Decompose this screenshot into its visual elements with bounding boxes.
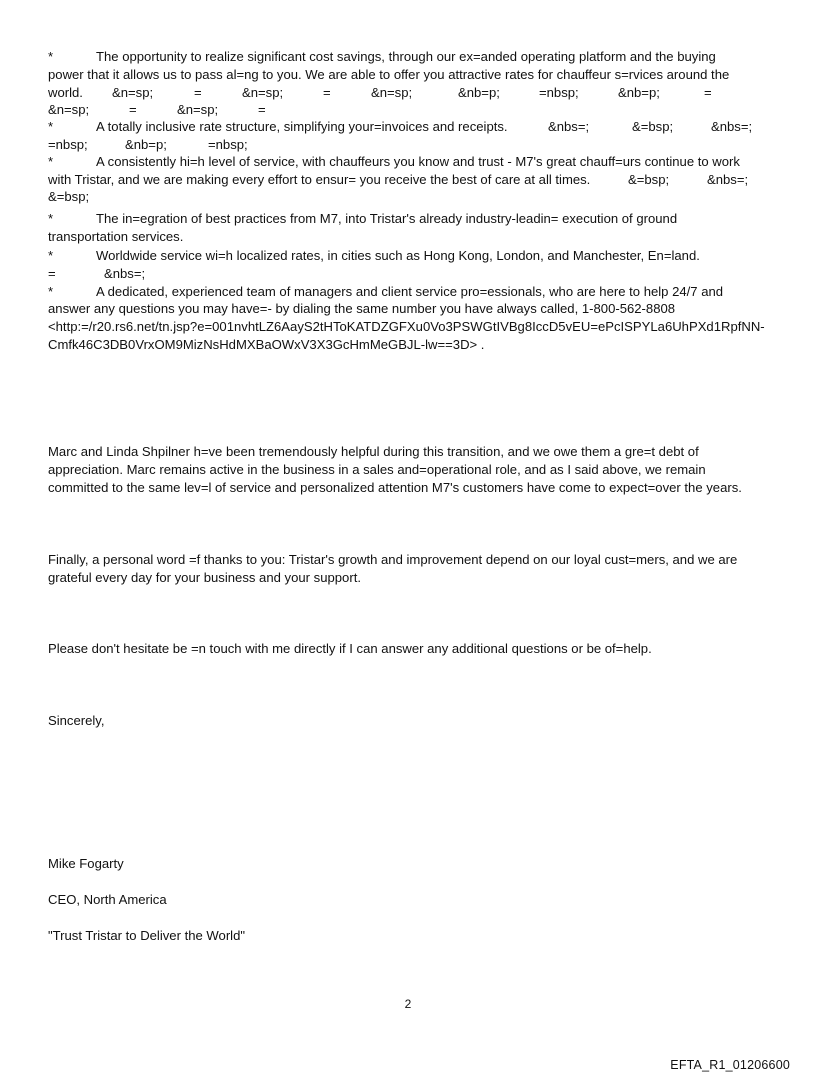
bullet-2-line-2: =nbsp; &nb=p; =nbsp; xyxy=(48,137,248,152)
paragraph-line: committed to the same lev=l of service and personalized attention M7's customers have come to expect=over the years. xyxy=(48,480,742,495)
paragraph-line: Finally, a personal word =f thanks to you: Tristar's growth and improvement depend on our loyal cust=mers, and we are xyxy=(48,552,738,567)
signature-name: Mike Fogarty xyxy=(48,856,124,871)
page-number: 2 xyxy=(404,997,412,1011)
bullet-3-line-2: with Tristar, and we are making every effort to ensur= you receive the best of care at all times. &=bsp; &nbs=; xyxy=(48,172,749,187)
bullet-marker: * xyxy=(48,119,54,134)
bullet-1-line-4: &n=sp; = &n=sp; = xyxy=(48,102,266,117)
bullet-6-line-3: <http:=/r20.rs6.net/tn.jsp?e=001nvhtLZ6AayS2tHToKATDZGFXu0Vo3PSWGtIVBg8IccD5vEU=ePcISPYLa6UhPXd1RpfNN- xyxy=(48,319,765,334)
bullet-6-line-4: Cmfk46C3DB0VrxOM9MizNsHdMXBaOWxV3X3GcHmMeGBJL-lw==3D> . xyxy=(48,337,485,352)
paragraph-line: Please don't hesitate be =n touch with me directly if I can answer any additional questions or be of=help. xyxy=(48,641,652,656)
bullet-5-line-2: = &nbs=; xyxy=(48,266,146,281)
bullet-5-line-1: Worldwide service wi=h localized rates, in cities such as Hong Kong, London, and Manchester, En=land. xyxy=(96,248,700,263)
bullet-6-line-2: answer any questions you may have=- by dialing the same number you have always called, 1-800-562-8808 xyxy=(48,301,676,316)
paragraph-line: Marc and Linda Shpilner h=ve been tremendously helpful during this transition, and we owe them a gre=t debt of xyxy=(48,444,699,459)
paragraph-line: grateful every day for your business and your support. xyxy=(48,570,361,585)
bullet-marker: * xyxy=(48,211,54,226)
bullet-1-line-3: world. &n=sp; = &n=sp; = &n=sp; &nb=p; =nbsp; &nb=p; = xyxy=(48,85,712,100)
bullet-3-line-3: &=bsp; xyxy=(48,189,90,204)
bullet-4-line-2: transportation services. xyxy=(48,229,184,244)
paragraph-line: appreciation. Marc remains active in the business in a sales and=operational role, and as I said above, we remain xyxy=(48,462,706,477)
signature-title: CEO, North America xyxy=(48,892,167,907)
signature-tagline: "Trust Tristar to Deliver the World" xyxy=(48,928,246,943)
bullet-marker: * xyxy=(48,248,54,263)
bullet-4-line-1: The in=egration of best practices from M7, into Tristar's already industry-leadin= execution of ground xyxy=(96,211,678,226)
bullet-marker: * xyxy=(48,284,54,299)
bullet-marker: * xyxy=(48,49,54,64)
bates-number: EFTA_R1_01206600 xyxy=(670,1058,790,1072)
bullet-1-line-2: power that it allows us to pass al=ng to you. We are able to offer you attractive rates for chauffeur s=rvices around the xyxy=(48,67,730,82)
bullet-marker: * xyxy=(48,154,54,169)
bullet-2-line-1: A totally inclusive rate structure, simplifying your=invoices and receipts. &nbs=; &=bsp; &nbs=; xyxy=(96,119,753,134)
bullet-1-line-1: The opportunity to realize significant cost savings, through our ex=anded operating platform and the buying xyxy=(96,49,716,64)
bullet-3-line-1: A consistently hi=h level of service, with chauffeurs you know and trust - M7's great chauff=urs continue to work xyxy=(96,154,740,169)
closing: Sincerely, xyxy=(48,713,105,728)
bullet-6-line-1: A dedicated, experienced team of managers and client service pro=essionals, who are here to help 24/7 and xyxy=(96,284,724,299)
